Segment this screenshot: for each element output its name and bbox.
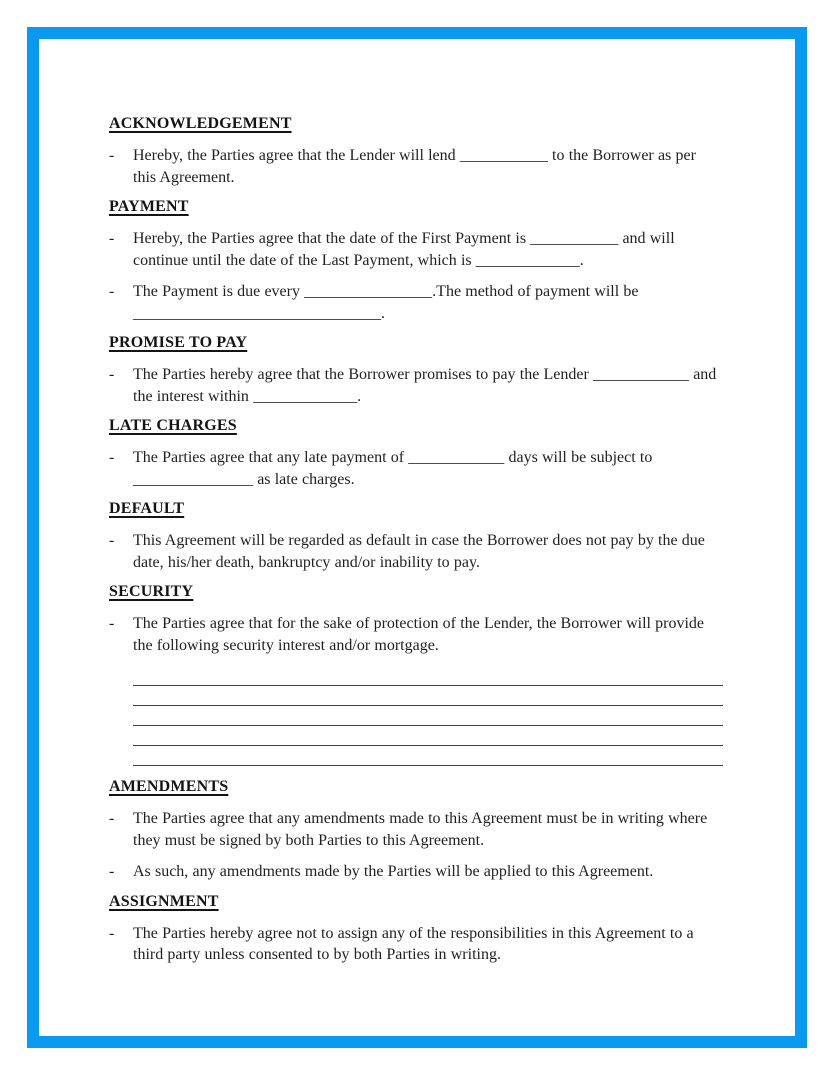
bullet-item xyxy=(109,281,723,324)
bullet-dash: - xyxy=(109,863,115,880)
bullet-item xyxy=(109,861,723,883)
bullet-dash: - xyxy=(109,366,115,383)
bullet-text: The Parties hereby agree not to assign any of the responsibilities in this Agreement to a third party unless consented to by both Parties in writing. xyxy=(133,924,694,963)
security-write-in-lines xyxy=(133,666,723,766)
section-acknowledgement xyxy=(109,115,723,188)
section-amendments xyxy=(109,778,723,883)
bullet-dash: - xyxy=(109,532,115,549)
section-late-charges xyxy=(109,417,723,490)
bullet-item xyxy=(109,808,723,851)
promise-to-pay-heading: PROMISE TO PAY xyxy=(109,334,248,351)
bullet-item xyxy=(109,447,723,490)
bullet-item xyxy=(109,145,723,188)
section-promise-to-pay xyxy=(109,334,723,407)
bullet-item xyxy=(109,530,723,573)
payment-heading: PAYMENT xyxy=(109,198,189,215)
bullet-dash: - xyxy=(109,283,115,300)
late-charges-heading: LATE CHARGES xyxy=(109,417,237,434)
bullet-item xyxy=(109,228,723,271)
acknowledgement-heading: ACKNOWLEDGEMENT xyxy=(109,115,292,132)
default-heading: DEFAULT xyxy=(109,500,185,517)
bullet-text: Hereby, the Parties agree that the Lender will lend ___________ to the Borrower as per this Agreement. xyxy=(133,147,696,186)
loan-agreement-page xyxy=(39,39,795,1036)
bullet-text: The Parties hereby agree that the Borrower promises to pay the Lender ____________ and the interest within _____________. xyxy=(133,366,717,405)
write-line xyxy=(133,686,723,706)
bullet-text: The Parties agree that any amendments made to this Agreement must be in writing where they must be signed by both Parties to this Agreement. xyxy=(133,810,708,849)
page-border-frame xyxy=(27,27,807,1048)
bullet-dash: - xyxy=(109,230,115,247)
section-assignment xyxy=(109,893,723,966)
bullet-text: The Payment is due every ________________.The method of payment will be _______________________________. xyxy=(133,283,639,322)
section-payment xyxy=(109,198,723,324)
bullet-dash: - xyxy=(109,147,115,164)
write-line xyxy=(133,726,723,746)
assignment-heading: ASSIGNMENT xyxy=(109,892,219,910)
amendments-heading: AMENDMENTS xyxy=(109,778,229,795)
bullet-dash: - xyxy=(109,924,115,942)
bullet-dash: - xyxy=(109,615,115,632)
bullet-dash: - xyxy=(109,810,115,827)
section-security xyxy=(109,583,723,766)
write-line xyxy=(133,666,723,686)
bullet-text: This Agreement will be regarded as default in case the Borrower does not pay by the due date, his/her death, bankruptcy and/or inability to pay. xyxy=(133,532,705,571)
bullet-text: The Parties agree that any late payment of ____________ days will be subject to _______________ as late charges. xyxy=(133,449,653,488)
bullet-dash: - xyxy=(109,449,115,466)
write-line xyxy=(133,706,723,726)
bullet-item xyxy=(109,364,723,407)
bullet-item xyxy=(109,923,723,966)
bullet-text: As such, any amendments made by the Parties will be applied to this Agreement. xyxy=(133,863,654,880)
security-heading: SECURITY xyxy=(109,583,194,600)
bullet-text: The Parties agree that for the sake of protection of the Lender, the Borrower will provide the following security interest and/or mortgage. xyxy=(133,615,705,654)
bullet-text: Hereby, the Parties agree that the date of the First Payment is ___________ and will continue until the date of the Last Payment, which is _____________. xyxy=(133,230,675,269)
write-line xyxy=(133,746,723,766)
bullet-item xyxy=(109,613,723,656)
section-default xyxy=(109,500,723,573)
